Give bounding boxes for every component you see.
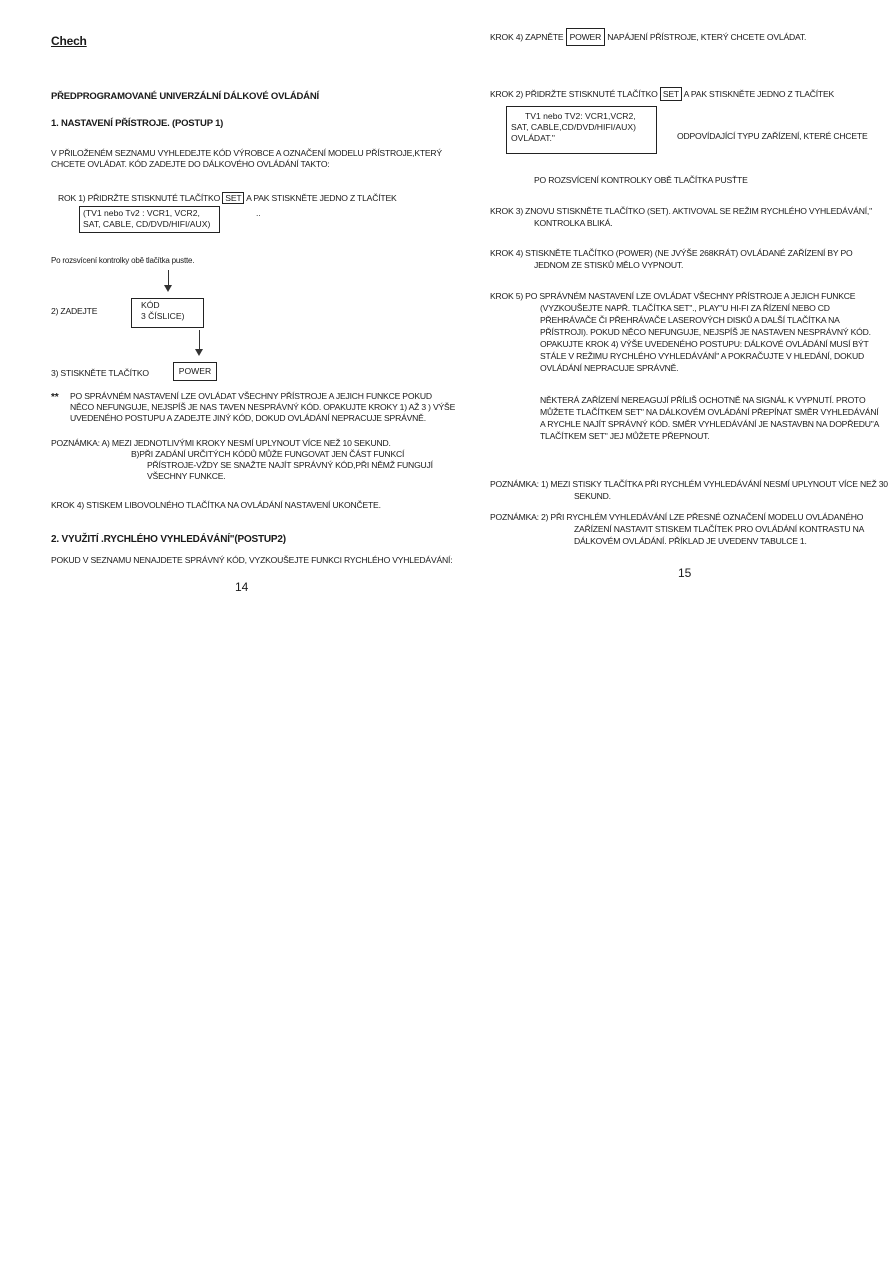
step-5-line-4: PŘÍSTROJI). POKUD NĚCO NEFUNGUJE, NEJSPÍŠ JE NASTAVEN NESPRÁVNÝ KÓD. — [540, 327, 871, 337]
note-stars: ** — [51, 392, 59, 403]
step-2-line — [490, 87, 834, 101]
code-box — [131, 298, 204, 328]
para-line-4: TLAČÍTKEM SET" JEJ MŮŽETE PŘEPNOUT. — [540, 431, 710, 441]
intro-line-2: CHCETE OVLÁDAT. KÓD ZADEJTE DO DÁLKOVÉHO OVLÁDÁNÍ TAKTO: — [51, 159, 330, 169]
step-5-line-1: KROK 5) PO SPRÁVNÉM NASTAVENÍ LZE OVLÁDAT VŠECHNY PŘÍSTROJE A JEJICH FUNKCE — [490, 291, 856, 301]
note-line-3: UVEDENÉHO POSTUPU A ZADEJTE JINÝ KÓD, DOKUD OVLÁDÁNÍ NEPRACUJE SPRÁVNĚ. — [70, 413, 426, 423]
arrow-2 — [199, 330, 200, 350]
code-box-line-2: 3 ČÍSLICE) — [141, 311, 185, 321]
para-line-2: MŮŽETE TLAČÍTKEM SET" NA DÁLKOVÉM OVLÁDÁNÍ PŘEPÍNAT SMĚR VYHLEDÁVÁNÍ — [540, 407, 879, 417]
step-2-text-2: A PAK STISKNĚTE JEDNO Z TLAČÍTEK — [683, 89, 835, 99]
note-line-2: NĚCO NEFUNGUJE, NEJSPÍŠ JE NAS TAVEN NESPRÁVNÝ KÓD. OPAKUJTE KROKY 1) AŽ 3 ) VÝŠE — [70, 402, 456, 412]
device-keys-line-1: (TV1 nebo Tv2 : VCR1, VCR2, — [83, 208, 200, 218]
remark-1-line-1: POZNÁMKA: 1) MEZI STISKY TLAČÍTKA PŘI RYCHLÉM VYHLEDÁVÁNÍ NESMÍ UPLYNOUT VÍCE NEŽ 30 — [490, 479, 888, 489]
step-3-line-1: KROK 3) ZNOVU STISKNĚTE TLAČÍTKO (SET). AKTIVOVAL SE REŽIM RYCHLÉHO VYHLEDÁVÁNÍ," — [490, 206, 872, 216]
code-box-line-1: KÓD — [141, 300, 160, 310]
header-language: Chech — [51, 34, 87, 48]
step-4-finish: KROK 4) STISKEM LIBOVOLNÉHO TLAČÍTKA NA OVLÁDÁNÍ NASTAVENÍ UKONČETE. — [51, 500, 381, 510]
left-page — [0, 0, 456, 600]
device-keys-box — [79, 206, 220, 233]
release-note: Po rozsvícení kontrolky obě tlačítka pustte. — [51, 256, 195, 265]
box-right-line-2: SAT, CABLE,CD/DVD/HIFI/AUX) — [511, 122, 636, 132]
step-1-text-2: A PAK STISKNĚTE JEDNO Z TLAČÍTEK — [246, 193, 397, 203]
remark-2-line-1: POZNÁMKA: 2) PŘI RYCHLÉM VYHLEDÁVÁNÍ LZE PŘESNÉ OZNAČENÍ MODELU OVLÁDANÉHO — [490, 512, 864, 522]
step-4-text-2: NAPÁJENÍ PŘÍSTROJE, KTERÝ CHCETE OVLÁDAT. — [607, 32, 807, 42]
section-1-title: 1. NASTAVENÍ PŘÍSTROJE. (POSTUP 1) — [51, 118, 224, 129]
arrow-1-head — [164, 285, 172, 292]
page-number-left: 14 — [235, 580, 249, 594]
step-1-line — [58, 192, 397, 204]
document-title: PŘEDPROGRAMOVANÉ UNIVERZÁLNÍ DÁLKOVÉ OVLÁDÁNÍ — [51, 91, 319, 102]
set-key-label: SET — [222, 192, 244, 204]
box-side-text: ODPOVÍDAJÍCÍ TYPU ZAŘÍZENÍ, KTERÉ CHCETE — [677, 131, 868, 141]
device-keys-line-2: SAT, CABLE, CD/DVD/HIFI/AUX) — [83, 219, 211, 229]
note-line-1: PO SPRÁVNÉM NASTAVENÍ LZE OVLÁDAT VŠECHNY PŘÍSTROJE A JEJICH FUNKCE POKUD — [70, 391, 432, 401]
remark-line-4: VŠECHNY FUNKCE. — [147, 471, 226, 481]
remark-2-line-3: DÁLKOVÉM OVLÁDÁNÍ. PŘÍKLAD JE UVEDENV TABULCE 1. — [574, 536, 807, 546]
step-5-line-7: OVLÁDÁNÍ NEPRACUJE SPRÁVNĚ. — [540, 363, 679, 373]
box-right-line-3: OVLÁDAT." — [511, 133, 555, 143]
power-key-label: POWER — [566, 28, 605, 46]
remark-line-1: POZNÁMKA: A) MEZI JEDNOTLIVÝMI KROKY NESMÍ UPLYNOUT VÍCE NEŽ 10 SEKUND. — [51, 438, 391, 448]
step-4b-line-2: JEDNOM ZE STISKŮ MĚLO VYPNOUT. — [534, 260, 684, 270]
step-2-label: 2) ZADEJTE — [51, 306, 98, 316]
intro-line-1: V PŘILOŽENÉM SEZNAMU VYHLEDEJTE KÓD VÝROBCE A OZNAČENÍ MODELU PŘÍSTROJE,KTERÝ — [51, 148, 442, 158]
step-5-line-6: STÁLE V REŽIMU RYCHLÉHO VYHLEDÁVÁNÍ" A POKRAČUJTE V HLEDÁNÍ, DOKUD — [540, 351, 864, 361]
remark-line-2: B)PŘI ZADÁNÍ URČITÝCH KÓDŮ MŮŽE FUNGOVAT JEN ČÁST FUNKCÍ — [131, 449, 405, 459]
set-key-label-right: SET — [660, 87, 682, 101]
right-page — [446, 0, 893, 600]
section-2-title: 2. VYUŽITÍ .RYCHLÉHO VYHLEDÁVÁNÍ"(POSTUP2) — [51, 534, 286, 545]
step-5-line-2: (VYZKOUŠEJTE NAPŘ. TLAČÍTKA SET"., PLAY"U HI-FI ZA ŘÍZENÍ NEBO CD — [540, 303, 830, 313]
step-1-text: ROK 1) PŘIDRŽTE STISKNUTÉ TLAČÍTKO — [58, 193, 221, 203]
section-2-intro: POKUD V SEZNAMU NENAJDETE SPRÁVNÝ KÓD, VYZKOUŠEJTE FUNKCI RYCHLÉHO VYHLEDÁVÁNÍ: — [51, 555, 453, 565]
power-box: POWER — [173, 362, 217, 381]
para-line-1: NĚKTERÁ ZAŘÍZENÍ NEREAGUJÍ PŘÍLIŠ OCHOTNĚ NA SIGNÁL K VYPNUTÍ. PROTO — [540, 395, 866, 405]
arrow-2-head — [195, 349, 203, 356]
remark-line-3: PŘÍSTROJE-VŽDY SE SNAŽTE NAJÍT SPRÁVNÝ KÓD,PŘI NĚMŽ FUNGUJÍ — [147, 460, 433, 470]
device-keys-box-right — [506, 106, 657, 154]
step-4-text: KROK 4) ZAPNĚTE — [490, 32, 564, 42]
step-3-line-2: KONTROLKA BLIKÁ. — [534, 218, 613, 228]
step-4b-line-1: KROK 4) STISKNĚTE TLAČÍTKO (POWER) (NE JVÝŠE 268KRÁT) OVLÁDANÉ ZAŘÍZENÍ BY PO — [490, 248, 853, 258]
remark-1-line-2: SEKUND. — [574, 491, 611, 501]
remark-2-line-2: ZAŘÍZENÍ NASTAVIT STISKEM TLAČÍTEK PRO OVLÁDÁNÍ KONTRASTU NA — [574, 524, 865, 534]
step-5-line-3: PŘEHRÁVAČE ČI PŘEHRÁVAČE LASEROVÝCH DISKŮ A DALŠÍ TLAČÍTKA NA — [540, 315, 840, 325]
release-right: PO ROZSVÍCENÍ KONTROLKY OBĚ TLAČÍTKA PUSŤTE — [534, 175, 748, 185]
para-line-3: A RYCHLE NAJÍT SPRÁVNÝ KÓD. SMĚR VYHLEDÁVÁNÍ JE NASTAVBN NA DOPŘEDU"A — [540, 419, 880, 429]
dots: .. — [256, 208, 261, 218]
step-4-power-line — [490, 28, 806, 46]
step-3-label: 3) STISKNĚTE TLAČÍTKO — [51, 368, 149, 378]
step-2-text: KROK 2) PŘIDRŽTE STISKNUTÉ TLAČÍTKO — [490, 89, 658, 99]
box-right-line-1: TV1 nebo TV2: VCR1,VCR2, — [525, 111, 636, 121]
arrow-1 — [168, 270, 169, 286]
page-number-right: 15 — [678, 566, 692, 580]
step-5-line-5: OPAKUJTE KROK 4) VÝŠE UVEDENÉHO POSTUPU: DÁLKOVÉ OVLÁDÁNÍ MUSÍ BÝT — [540, 339, 869, 349]
